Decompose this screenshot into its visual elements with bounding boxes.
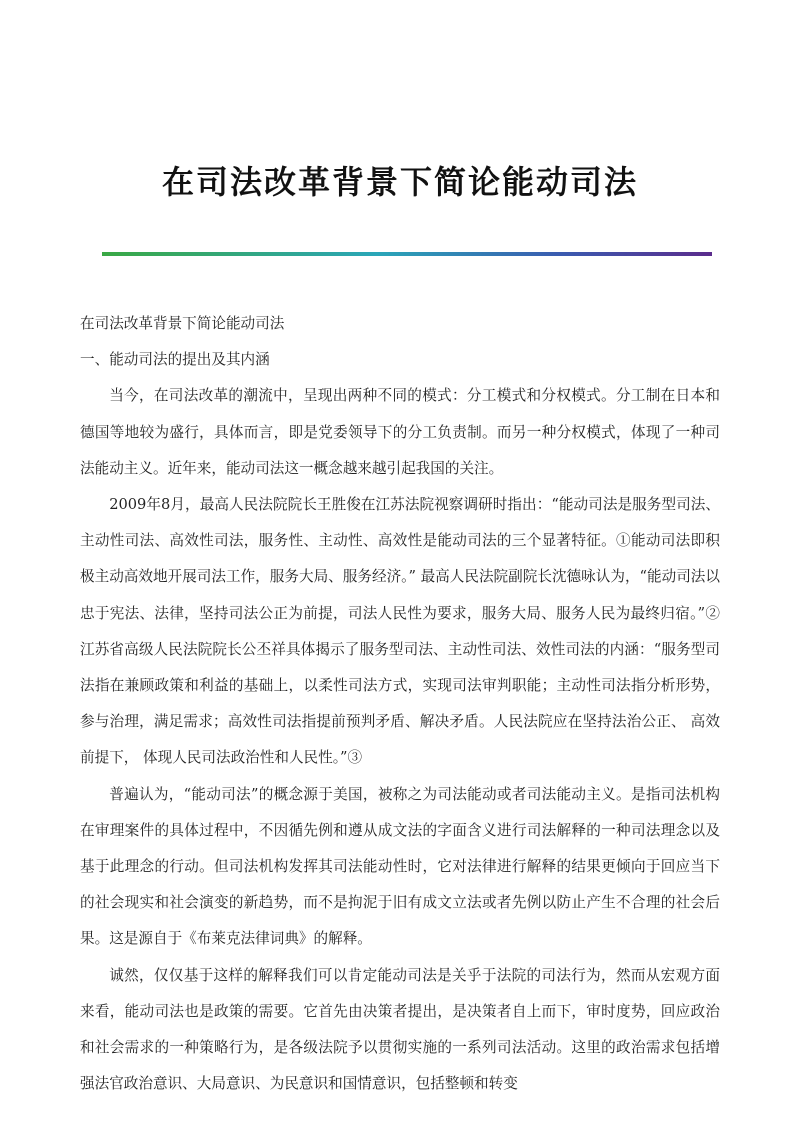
paragraph: 普遍认为，“能动司法”的概念源于美国，被称之为司法能动或者司法能动主义。是指司法机构在审理案件的具体过程中，不因循先例和遵从成文法的字面含义进行司法解释的一种司法理念以及基于此理念的行动。但司法机构发挥其司法能动性时，它对法律进行解释的结果更倾向于回应当下的社会现实和社会演变的新趋势，而不是拘泥于旧有成文立法或者先例以防止产生不合理的社会后果。这是源自于《布莱克法律词典》的解释。: [80, 785, 720, 948]
document-title: 在司法改革背景下简论能动司法: [161, 163, 638, 201]
paragraph: 当今，在司法改革的潮流中，呈现出两种不同的模式：分工模式和分权模式。分工制在日本和德国等地较为盛行，具体而言，即是党委领导下的分工负责制。而另一种分权模式，体现了一种司法能动主义。近年来，能动司法这一概念越来越引起我国的关注。: [80, 387, 720, 477]
paragraph: 诚然，仅仅基于这样的解释我们可以肯定能动司法是关乎于法院的司法行为，然而从宏观方面来看，能动司法也是政策的需要。它首先由决策者提出，是决策者自上而下，审时度势，回应政治和社会需求的一种策略行为，是各级法院予以贯彻实施的一系列司法活动。这里的政治需求包括增强法官政治意识、大局意识、为民意识和国情意识，包括整顿和转变: [80, 966, 720, 1093]
document-body: [80, 306, 720, 1102]
section-heading: 一、能动司法的提出及其内涵: [80, 351, 270, 369]
title-divider: [102, 252, 712, 256]
paragraph: 2009年8月，最高人民法院院长王胜俊在江苏法院视察调研时指出：“能动司法是服务型司法、主动性司法、高效性司法，服务性、主动性、高效性是能动司法的三个显著特征。①能动司法即积极主动高效地开展司法工作，服务大局、服务经济。” 最高人民法院副院长沈德咏认为，“能动司法以忠于宪法、法律，坚持司法公正为前提，司法人民性为要求，服务大局、服务人民为最终归宿。”②江苏省高级人民法院院长公丕祥具体揭示了服务型司法、主动性司法、效性司法的内涵：“服务型司法指在兼顾政策和利益的基础上，以柔性司法方式，实现司法审判职能；主动性司法指分析形势，参与治理，满足需求；高效性司法指提前预判矛盾、解决矛盾。人民法院应在坚持法治公正、 高效前提下， 体现人民司法政治性和人民性。”③: [80, 496, 720, 767]
subtitle-line: 在司法改革背景下简论能动司法: [80, 315, 285, 332]
